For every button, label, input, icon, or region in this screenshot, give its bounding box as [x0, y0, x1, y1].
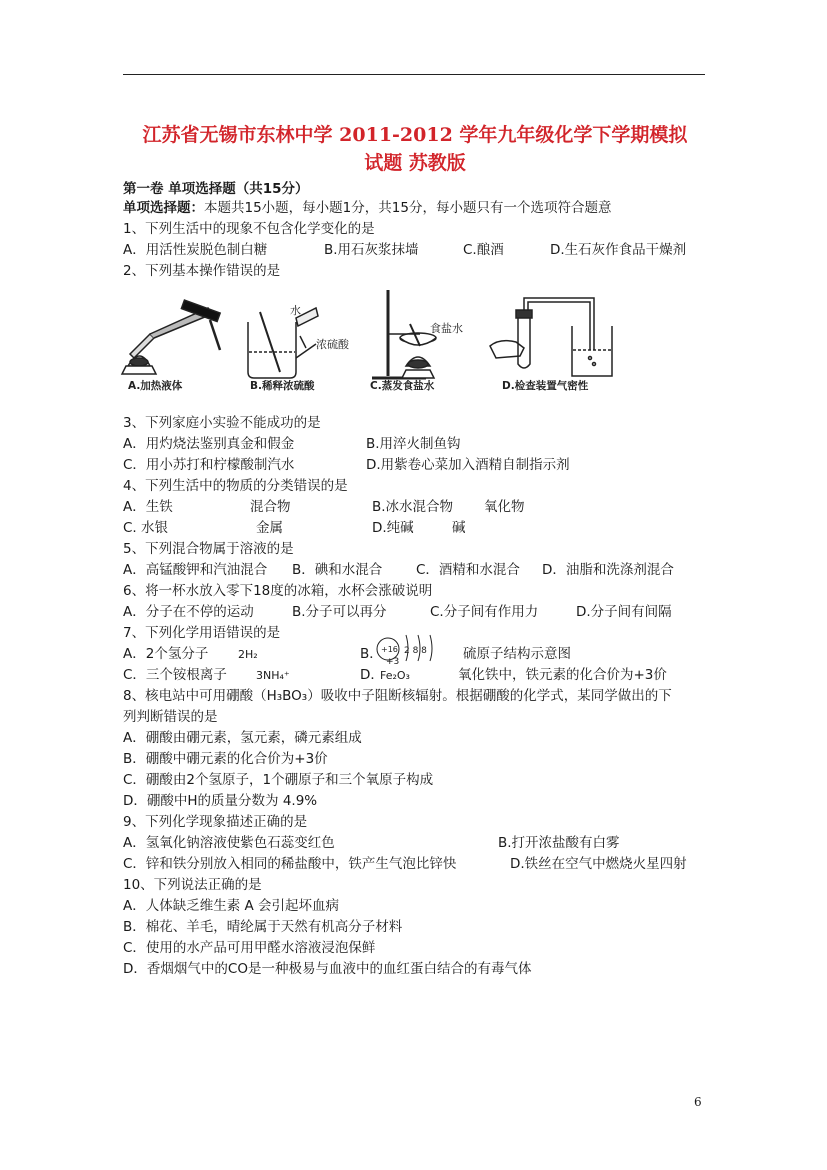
- q1-option-a: A．用活性炭脱色制白糖: [123, 242, 268, 258]
- q5-option-b: B．碘和水混合: [292, 562, 383, 578]
- q9-option-d: D.铁丝在空气中燃烧火星四射: [510, 856, 687, 872]
- fig-caption-d: D.检查装置气密性: [502, 380, 589, 392]
- fig-a-heating-liquid: [122, 300, 220, 374]
- q7-option-a: A．2个氢分子: [123, 646, 209, 662]
- page-number: 6: [694, 1095, 702, 1109]
- q1-option-c: C.酿酒: [463, 242, 504, 258]
- fig-c-evaporate: [372, 290, 436, 378]
- q9-option-c: C．锌和铁分别放入相同的稀盐酸中，铁产生气泡比锌快: [123, 856, 457, 872]
- q6-option-b: B.分子可以再分: [292, 604, 387, 620]
- sulfur-shell-electrons: 2 8 8: [404, 646, 427, 656]
- header-rule: [123, 74, 705, 75]
- q8-stem-continued: 列判断错误的是: [123, 709, 218, 725]
- q7-stem: 7、下列化学用语错误的是: [123, 625, 281, 641]
- q2-stem: 2、下列基本操作错误的是: [123, 263, 281, 279]
- q7-option-c: C．三个铵根离子: [123, 667, 227, 683]
- q7-option-b: B．: [360, 646, 383, 662]
- q3-option-c: C．用小苏打和柠檬酸制汽水: [123, 457, 295, 473]
- q8-stem: 8、核电站中可用硼酸（H₃BO₃）吸收中子阻断核辐射。根据硼酸的化学式，某同学做出的下: [123, 688, 672, 704]
- q8-option-b: B．硼酸中硼元素的化合价为+3价: [123, 751, 328, 767]
- q6-option-c: C.分子间有作用力: [430, 604, 539, 620]
- q4-option-a-class: 混合物: [250, 499, 291, 515]
- q10-option-b: B．棉花、羊毛，晴纶属于天然有机高分子材料: [123, 919, 403, 935]
- q7-option-d: D．: [360, 667, 384, 683]
- q9-option-b: B.打开浓盐酸有白雾: [498, 835, 620, 851]
- q8-option-d: D．硼酸中H的质量分数为 4.9%: [123, 793, 318, 809]
- q10-option-d: D．香烟烟气中的CO是一种极易与血液中的血红蛋白结合的有毒气体: [123, 961, 532, 977]
- q7-option-b-text: 硫原子结构示意图: [463, 646, 571, 662]
- q7-option-c-formula: 3NH₄⁺: [256, 669, 290, 682]
- q2-figure: [120, 286, 705, 398]
- q3-stem: 3、下列家庭小实验不能成功的是: [123, 415, 321, 431]
- q5-option-c: C．酒精和水混合: [416, 562, 520, 578]
- fig-label-salt: 食盐水: [430, 322, 463, 335]
- fig-b-dilute-acid: [248, 308, 318, 378]
- section-heading: 第一卷 单项选择题（共15分）: [123, 181, 309, 197]
- q5-option-d: D．油脂和洗涤剂混合: [542, 562, 674, 578]
- q4-option-b-class: 氧化物: [484, 499, 525, 515]
- q4-option-a: A．生铁: [123, 499, 173, 515]
- instruction: [123, 199, 611, 217]
- q10-stem: 10、下列说法正确的是: [123, 877, 262, 893]
- page-title-line2: 试题 苏教版: [364, 152, 466, 174]
- q10-option-c: C．使用的水产品可用甲醛水溶液浸泡保鲜: [123, 940, 376, 956]
- fig-caption-a: A.加热液体: [128, 380, 183, 392]
- fig-d-airtight: [490, 298, 612, 376]
- fig-caption-b: B.稀释浓硫酸: [250, 380, 315, 392]
- q6-option-d: D.分子间有间隔: [576, 604, 672, 620]
- fig-label-water: 水: [290, 304, 301, 317]
- q8-option-c: C．硼酸由2个氢原子，1个硼原子和三个氧原子构成: [123, 772, 434, 788]
- page-title-line1: 江苏省无锡市东林中学 2011-2012 学年九年级化学下学期模拟: [142, 124, 688, 146]
- q5-option-a: A．高锰酸钾和汽油混合: [123, 562, 268, 578]
- q1-stem: 1、下列生活中的现象不包含化学变化的是: [123, 221, 375, 237]
- fig-label-acid: 浓硫酸: [316, 338, 349, 351]
- sulfur-atom-diagram: [374, 627, 444, 663]
- q4-option-c: C. 水银: [123, 520, 169, 536]
- q10-option-a: A．人体缺乏维生素 A 会引起坏血病: [123, 898, 340, 914]
- q3-option-b: B.用淬火制鱼钩: [366, 436, 461, 452]
- q4-stem: 4、下列生活中的物质的分类错误的是: [123, 478, 348, 494]
- q7-option-d-charge: +3: [386, 657, 400, 667]
- instruction-text: 本题共15小题，每小题1分，共15分，每小题只有一个选项符合题意: [204, 200, 612, 216]
- q3-option-d: D.用紫卷心菜加入酒精自制指示剂: [366, 457, 570, 473]
- q4-option-b: B.冰水混合物: [372, 499, 454, 515]
- q7-option-d-text: 氧化铁中，铁元素的化合价为+3价: [458, 667, 667, 683]
- q9-option-a: A．氢氧化钠溶液使紫色石蕊变红色: [123, 835, 335, 851]
- q1-option-b: B.用石灰浆抹墙: [324, 242, 419, 258]
- q6-option-a: A．分子在不停的运动: [123, 604, 254, 620]
- q8-option-a: A．硼酸由硼元素，氢元素，磷元素组成: [123, 730, 362, 746]
- q1-option-d: D.生石灰作食品干燥剂: [550, 242, 687, 258]
- q5-stem: 5、下列混合物属于溶液的是: [123, 541, 294, 557]
- q4-option-d-class: 碱: [452, 520, 466, 536]
- q6-stem: 6、将一杯水放入零下18度的冰箱，水杯会涨破说明: [123, 583, 433, 599]
- fig-caption-c: C.蒸发食盐水: [370, 380, 435, 392]
- sulfur-nucleus-charge: +16: [381, 645, 398, 654]
- q7-option-d-formula: Fe₂O₃: [380, 669, 410, 682]
- q4-option-d: D.纯碱: [372, 520, 414, 536]
- q9-stem: 9、下列化学现象描述正确的是: [123, 814, 308, 830]
- q4-option-c-class: 金属: [256, 520, 283, 536]
- instruction-label: 单项选择题：: [123, 200, 204, 216]
- q7-option-a-formula: 2H₂: [238, 648, 258, 661]
- q3-option-a: A．用灼烧法鉴别真金和假金: [123, 436, 295, 452]
